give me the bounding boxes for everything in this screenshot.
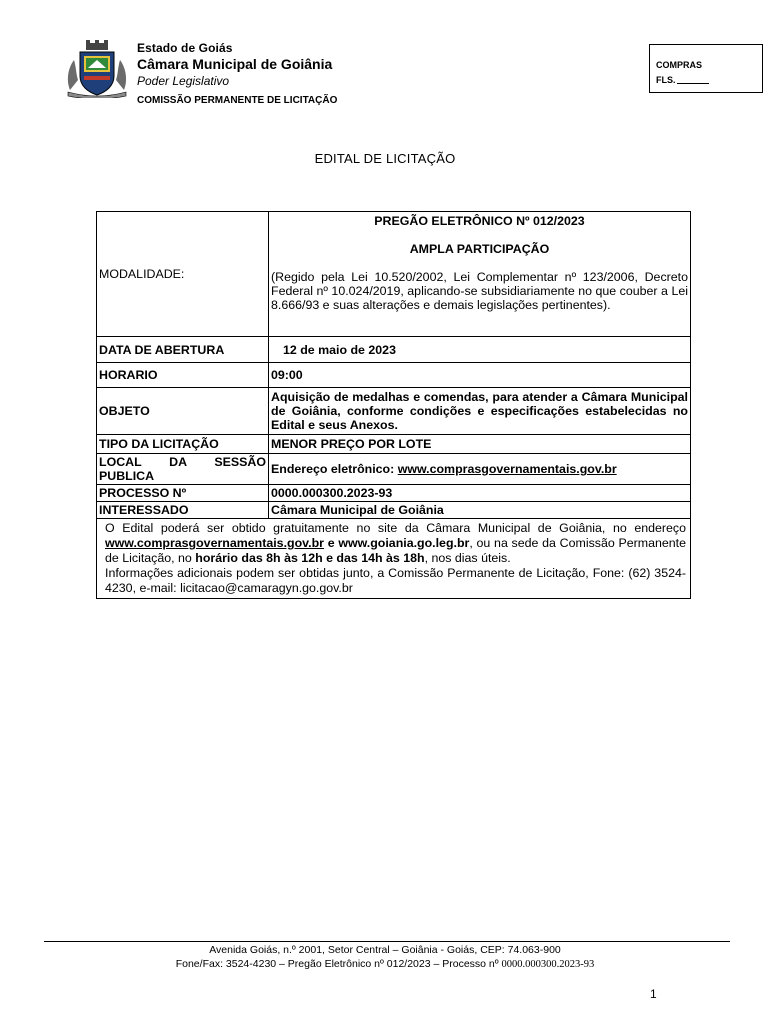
row-tipo <box>97 435 691 454</box>
objeto-value: Aquisição de medalhas e comendas, para atender a Câmara Municipal de Goiânia, conforme condições e especificações estabelecidas no Edital e seus Anexos. <box>269 388 691 435</box>
local-label: LOCAL DA SESSÃO PUBLICA <box>97 454 269 485</box>
stamp-fls-blank <box>677 83 709 84</box>
footer-address: Avenida Goiás, n.º 2001, Setor Central – Goiânia - Goiás, CEP: 74.063-900 <box>209 944 561 956</box>
link-goiania-leg[interactable]: www.goiania.go.leg.br <box>338 536 470 550</box>
objeto-label: OBJETO <box>97 388 269 435</box>
state-name: Estado de Goiás <box>137 41 233 55</box>
page-number: 1 <box>650 987 657 1001</box>
footer-process-number: 0000.000300.2023-93 <box>501 959 595 970</box>
processo-label: PROCESSO Nº <box>97 485 269 502</box>
horario-label: HORARIO <box>97 363 269 388</box>
info-cell <box>97 519 691 599</box>
chamber-name: Câmara Municipal de Goiânia <box>137 56 333 72</box>
ampla-participacao: AMPLA PARTICIPAÇÃO <box>409 242 550 256</box>
commission-name: COMISSÃO PERMANENTE DE LICITAÇÃO <box>137 95 338 106</box>
compras-link[interactable]: www.comprasgovernamentais.gov.br <box>397 462 617 476</box>
coat-of-arms-logo <box>64 40 130 98</box>
footer-contact <box>0 958 770 970</box>
stamp-fls-label: FLS. <box>656 75 676 85</box>
local-prefix: Endereço eletrônico: <box>271 462 398 476</box>
legislative-power: Poder Legislativo <box>137 74 230 88</box>
row-local <box>97 454 691 485</box>
info-paragraph-2: Informações adicionais podem ser obtidas junto, a Comissão Permanente de Licitação, Fone: (62) 3524-4230, e-mail: licitacao@camaragyn.go.gov.br <box>105 566 686 595</box>
modalidade-value <box>269 212 691 337</box>
row-horario <box>97 363 691 388</box>
data-abertura-value: 12 de maio de 2023 <box>269 337 691 363</box>
edital-summary-table <box>96 211 691 599</box>
stamp-compras: COMPRAS <box>656 60 703 70</box>
footer-divider <box>44 941 730 942</box>
link-compras[interactable]: www.comprasgovernamentais.gov.br <box>105 536 324 550</box>
local-value <box>269 454 691 485</box>
info-paragraph-1: O Edital poderá ser obtido gratuitamente no site da Câmara Municipal de Goiânia, no endereço www.comprasgovernamentais.gov.br e www.goiania.go.leg.br, ou na sede da Comissão Permanente de Licitação, no horário das 8h às 12h e das 14h às 18h, nos dias úteis. <box>105 521 686 565</box>
info-hours: horário das 8h às 12h e das 14h às 18h <box>195 551 425 565</box>
interessado-value: Câmara Municipal de Goiânia <box>269 502 691 519</box>
processo-value: 0000.000300.2023-93 <box>269 485 691 502</box>
regido-text: (Regido pela Lei 10.520/2002, Lei Complementar nº 123/2006, Decreto Federal nº 10.024/2019, aplicando-se subsidiariamente no que couber a Lei 8.666/93 e suas alterações e demais legislações pertinentes). <box>271 270 688 312</box>
row-info <box>97 519 691 599</box>
data-abertura-label: DATA DE ABERTURA <box>97 337 269 363</box>
document-title: EDITAL DE LICITAÇÃO <box>314 151 456 166</box>
row-interessado <box>97 502 691 519</box>
row-objeto <box>97 388 691 435</box>
tipo-label: TIPO DA LICITAÇÃO <box>97 435 269 454</box>
interessado-label: INTERESSADO <box>97 502 269 519</box>
compras-stamp-box <box>649 44 763 93</box>
modalidade-label: MODALIDADE: <box>97 212 269 337</box>
row-modalidade <box>97 212 691 337</box>
horario-value: 09:00 <box>269 363 691 388</box>
tipo-value: MENOR PREÇO POR LOTE <box>269 435 691 454</box>
row-processo <box>97 485 691 502</box>
footer-contact-text: Fone/Fax: 3524-4230 – Pregão Eletrônico nº 012/2023 – Processo nº <box>175 958 502 970</box>
row-data-abertura <box>97 337 691 363</box>
stamp-fls <box>656 75 709 85</box>
pregao-number: PREGÃO ELETRÔNICO Nº 012/2023 <box>374 214 585 228</box>
